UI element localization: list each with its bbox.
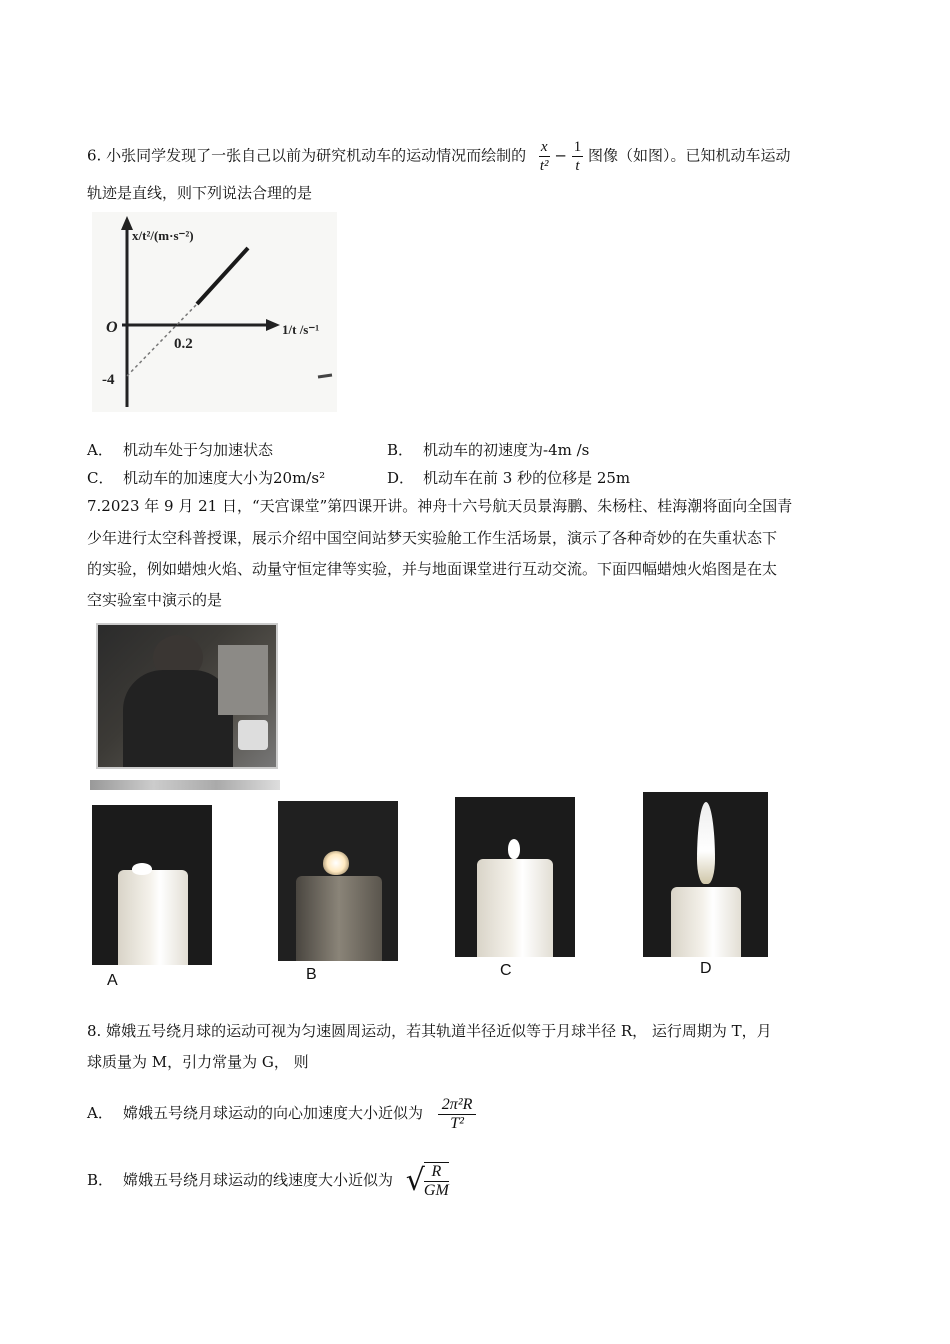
q6-y-axis-label: x/t²/(m·s⁻²) xyxy=(132,228,194,243)
q6-stem-b: 图像（如图）。已知机动车运动 xyxy=(587,146,791,165)
q6-origin-label: O xyxy=(106,319,118,336)
candle-b-body xyxy=(296,876,382,961)
q7-line1: 7.2023 年 9 月 21 日，“天宫课堂”第四课开讲。神舟十六号航天员景海鹏、朱杨柱、桂海潮将面向全国青 xyxy=(87,497,793,515)
q8-line2: 球质量为 M，引力常量为 G， 则 xyxy=(87,1053,309,1071)
candle-b-flame xyxy=(323,851,349,875)
q6-y-tick-label: -4 xyxy=(102,372,115,388)
q6-frac1-num: x xyxy=(540,139,548,155)
q7-line2: 少年进行太空科普授课，展示介绍中国空间站梦天实验舱工作生活场景，演示了各种奇妙的在失重状态下 xyxy=(87,529,778,547)
q6-stem-line1 xyxy=(87,138,790,175)
candle-caption-b: B xyxy=(306,966,317,983)
q6-option-d: D． 机动车在前 3 秒的位移是 25m xyxy=(387,469,631,487)
candle-d-flame xyxy=(697,802,715,884)
q6-option-c: C． 机动车的加速度大小为20m/s² xyxy=(87,469,326,487)
q6-fraction-1-over-t xyxy=(572,138,584,175)
q6-option-a: A． 机动车处于匀加速状态 xyxy=(87,441,274,459)
q7-scan-strip xyxy=(90,780,280,790)
q8-sqrt-sign: √ xyxy=(405,1163,425,1198)
candle-d-body xyxy=(671,887,741,957)
q6-frac2-den: t xyxy=(575,158,580,174)
q7-astronaut-photo xyxy=(96,623,278,769)
q6-minus: − xyxy=(554,146,567,165)
q8-option-b-formula: $\frac{R}{GM}$ xyxy=(423,1163,449,1199)
q6-fraction-x-over-t2 xyxy=(539,138,550,175)
q8-option-a-formula: $\frac{\text{2π²R}}{\text{T²}}$ xyxy=(438,1096,477,1133)
candle-caption-c: C xyxy=(500,962,512,979)
candle-photo-b xyxy=(278,801,398,961)
candle-a-body xyxy=(118,870,188,965)
q6-stem-a: 6. 小张同学发现了一张自己以前为研究机动车的运动情况而绘制的 xyxy=(87,146,527,165)
candle-c-flame xyxy=(508,839,520,859)
q8-option-b: B． 嫦娥五号绕月球运动的线速度大小近似为 √ $\frac{R}{GM}$ xyxy=(87,1163,449,1199)
q6-frac1-den: t² xyxy=(539,158,549,174)
q6-graph xyxy=(92,212,337,412)
candle-c-body xyxy=(477,859,553,957)
candle-photo-d xyxy=(643,792,768,957)
q8-option-a: A． 嫦娥五号绕月球运动的向心加速度大小近似为 $\frac{\text{2π²R}}{\text{T²}}$ xyxy=(87,1091,476,1135)
candle-a-flame xyxy=(132,863,152,875)
candle-photo-c xyxy=(455,797,575,957)
q6-x-tick-label: 0.2 xyxy=(174,336,193,352)
q8-line1: 8. 嫦娥五号绕月球的运动可视为匀速圆周运动，若其轨道半径近似等于月球半径 R， 运行周期为 T，月 xyxy=(87,1022,772,1040)
candle-caption-a: A xyxy=(107,972,118,989)
candle-caption-d: D xyxy=(700,960,712,977)
q6-stem-line2: 轨迹是直线，则下列说法合理的是 xyxy=(87,184,313,202)
q7-line4: 空实验室中演示的是 xyxy=(87,591,223,609)
candle-photo-a xyxy=(92,805,212,965)
q6-frac2-num: 1 xyxy=(573,139,582,155)
q6-x-axis-label: 1/t /s⁻¹ xyxy=(282,322,320,337)
q6-option-b: B． 机动车的初速度为-4m /s xyxy=(387,441,590,459)
q7-line3: 的实验，例如蜡烛火焰、动量守恒定律等实验，并与地面课堂进行互动交流。下面四幅蜡烛火焰图是在太 xyxy=(87,560,778,578)
